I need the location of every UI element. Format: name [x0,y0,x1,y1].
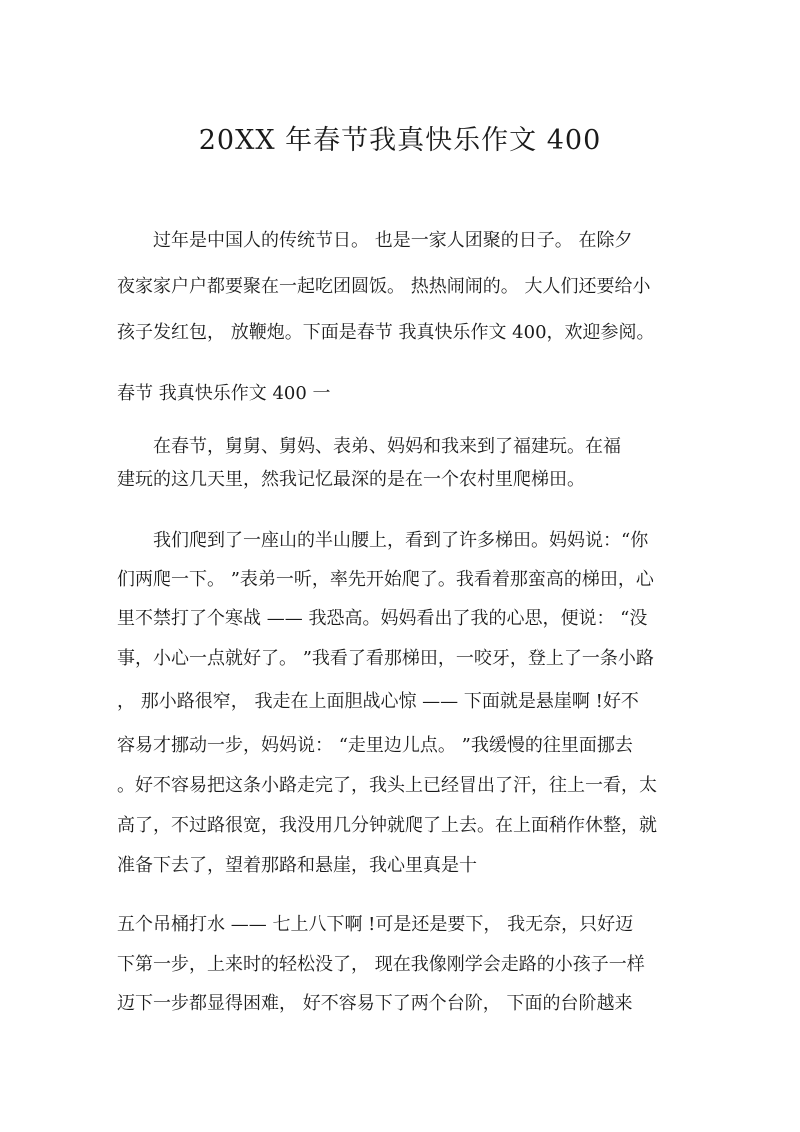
para2-line-8: 高了，不过路很宽，我没用几分钟就爬了上去。在上面稍作休整，就 [117,815,657,836]
para3-line-1: 五个吊桶打水 —— 七上八下啊 !可是还是要下， 我无奈，只好迈 [117,914,634,935]
para2-line-7: 。好不容易把这条小路走完了，我头上已经冒出了汗，往上一看，太 [117,775,657,796]
para2-line-3: 里不禁打了个寒战 —— 我恐高。妈妈看出了我的心思，便说： “没 [117,608,648,629]
para3-line-3: 迈下一步都显得困难， 好不容易下了两个台阶， 下面的台阶越来 [117,993,633,1014]
para1-line-2: 建玩的这几天里，然我记忆最深的是在一个农村里爬梯田。 [117,469,585,490]
section-heading: 春节 我真快乐作文 400 一 [117,383,331,404]
para2-line-1: 我们爬到了一座山的半山腰上，看到了许多梯田。妈妈说：“你 [153,530,649,551]
para2-line-5: ， 那小路很窄， 我走在上面胆战心惊 —— 下面就是悬崖啊 !好不 [117,691,639,712]
para2-line-4: 事，小心一点就好了。 ”我看了看那梯田，一咬牙，登上了一条小路 [117,648,654,669]
intro-line-3: 孩子发红包， 放鞭炮。下面是春节 我真快乐作文 400，欢迎参阅。 [117,322,655,343]
intro-line-1: 过年是中国人的传统节日。 也是一家人团聚的日子。 在除夕 [153,230,633,251]
para2-line-2: 们两爬一下。 ”表弟一听，率先开始爬了。我看着那蛮高的梯田，心 [117,569,654,590]
intro-line-2: 夜家家户户都要聚在一起吃团圆饭。 热热闹闹的。 大人们还要给小 [117,276,651,297]
page-title: 20XX 年春节我真快乐作文 400 [198,125,602,156]
para3-line-2: 下第一步，上来时的轻松没了， 现在我像刚学会走路的小孩子一样 [117,954,645,975]
para1-line-1: 在春节，舅舅、舅妈、表弟、妈妈和我来到了福建玩。在福 [153,436,621,457]
para2-line-9: 准备下去了，望着那路和悬崖，我心里真是十 [117,855,477,876]
para2-line-6: 容易才挪动一步，妈妈说： “走里边儿点。 ”我缓慢的往里面挪去 [117,735,633,756]
